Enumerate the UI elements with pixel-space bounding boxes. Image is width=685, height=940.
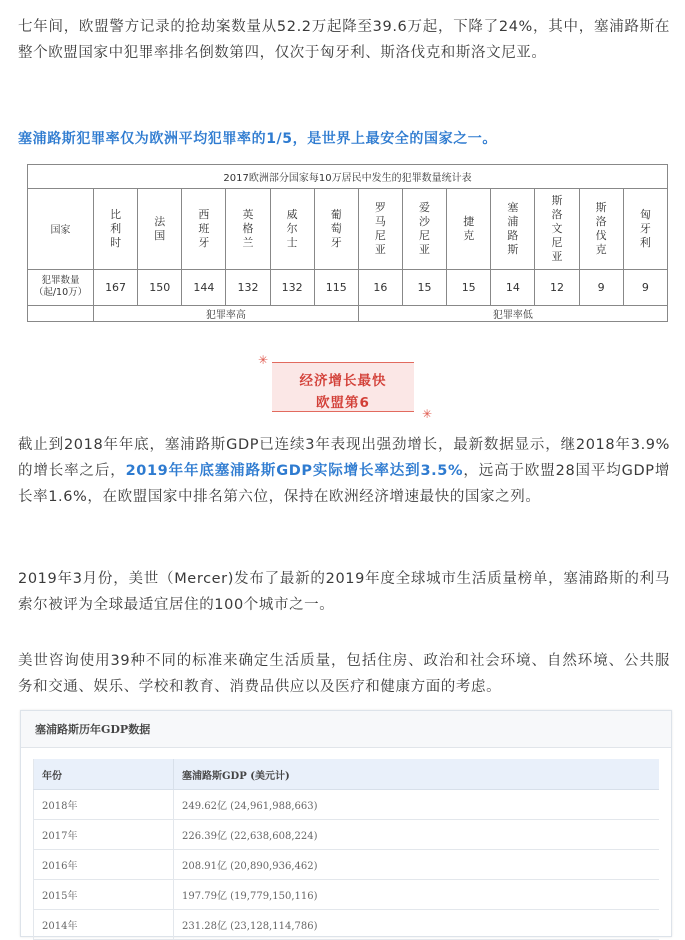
count-cell: 132	[270, 269, 314, 305]
country-cell: 西班牙	[182, 189, 226, 270]
gdp-cell: 231.28亿 (23,128,114,786)	[174, 910, 660, 940]
banner-line-1: 经济增长最快	[299, 373, 387, 389]
country-cell: 匈牙利	[623, 189, 667, 270]
gdp-cell: 208.91亿 (20,890,936,462)	[174, 850, 660, 880]
country-cell: 捷克	[447, 189, 491, 270]
count-header: 犯罪数量（起/10万）	[28, 269, 94, 305]
country-cell: 斯洛文尼亚	[535, 189, 579, 270]
growth-paragraph: 截止到2018年年底，塞浦路斯GDP已连续3年表现出强劲增长，最新数据显示，继2018年3.9%的增长率之后，2019年年底塞浦路斯GDP实际增长率达到3.5%，远高于欧盟28国平均GDP增长率1.6%，在欧盟国家中排名第六位，保持在欧洲经济增速最快的国家之列。	[18, 437, 670, 505]
intro-paragraph: 七年间，欧盟警方记录的抢劫案数量从52.2万起降至39.6万起，下降了24%，其中，塞浦路斯在整个欧盟国家中犯罪率排名倒数第四，仅次于匈牙利、斯洛伐克和斯洛文尼亚。	[18, 19, 670, 61]
count-cell: 115	[314, 269, 358, 305]
gdp-table-title: 塞浦路斯历年GDP数据	[35, 723, 151, 736]
section-banner	[258, 352, 433, 421]
mercer-paragraph: 2019年3月份，美世（Mercer)发布了最新的2019年度全球城市生活质量榜单，塞浦路斯的利马索尔被评为全球最适宜居住的100个城市之一。	[18, 571, 670, 613]
count-cell: 144	[182, 269, 226, 305]
banner-box	[272, 362, 414, 412]
criteria-paragraph: 美世咨询使用39种不同的标准来确定生活质量，包括住房、政治和社会环境、自然环境、公共服务和交通、娱乐、学校和教育、消费品供应以及医疗和健康方面的考虑。	[18, 653, 670, 695]
gdp-table-card	[20, 710, 672, 937]
year-cell: 2016年	[34, 850, 174, 880]
count-cell: 167	[94, 269, 138, 305]
count-cell: 16	[358, 269, 402, 305]
count-cell: 9	[623, 269, 667, 305]
count-cell: 15	[447, 269, 491, 305]
table-row	[34, 910, 660, 940]
count-cell: 14	[491, 269, 535, 305]
table-row	[34, 790, 660, 820]
count-cell: 9	[579, 269, 623, 305]
crime-table-country-row	[28, 189, 668, 270]
gdp-cell: 197.79亿 (19,779,150,116)	[174, 880, 660, 910]
country-cell: 罗马尼亚	[358, 189, 402, 270]
year-cell: 2018年	[34, 790, 174, 820]
country-cell: 比利时	[94, 189, 138, 270]
count-cell: 15	[402, 269, 446, 305]
table-row	[34, 820, 660, 850]
crime-table-count-row	[28, 269, 668, 305]
table-row	[34, 880, 660, 910]
country-cell: 英格兰	[226, 189, 270, 270]
safety-highlight: 塞浦路斯犯罪率仅为欧洲平均犯罪率的1/5，是世界上最安全的国家之一。	[18, 131, 497, 147]
gdp-table-header	[21, 711, 671, 748]
crime-statistics-table	[27, 164, 668, 322]
year-cell: 2014年	[34, 910, 174, 940]
table-row	[34, 850, 660, 880]
year-cell: 2015年	[34, 880, 174, 910]
count-cell: 150	[138, 269, 182, 305]
year-cell: 2017年	[34, 820, 174, 850]
country-cell: 法国	[138, 189, 182, 270]
group-low-label: 犯罪率低	[358, 305, 667, 321]
country-cell: 威尔士	[270, 189, 314, 270]
gdp-cell: 249.62亿 (24,961,988,663)	[174, 790, 660, 820]
group-high-label: 犯罪率高	[94, 305, 359, 321]
col-gdp-header: 塞浦路斯GDP (美元计)	[174, 759, 660, 790]
count-cell: 12	[535, 269, 579, 305]
sparkle-icon: ✳	[422, 407, 433, 421]
country-header: 国家	[28, 189, 94, 270]
gdp-table	[33, 759, 659, 940]
count-cell: 132	[226, 269, 270, 305]
growth-highlight: 2019年年底塞浦路斯GDP实际增长率达到3.5%	[125, 463, 464, 479]
col-year-header: 年份	[34, 759, 174, 790]
crime-table-title: 2017欧洲部分国家每10万居民中发生的犯罪数量统计表	[28, 165, 668, 189]
gdp-cell: 226.39亿 (22,638,608,224)	[174, 820, 660, 850]
banner-line-2: 欧盟第6	[316, 395, 370, 411]
country-cell: 爱沙尼亚	[402, 189, 446, 270]
country-cell: 斯洛伐克	[579, 189, 623, 270]
country-cell: 塞浦路斯	[491, 189, 535, 270]
country-cell: 葡萄牙	[314, 189, 358, 270]
sparkle-icon: ✳	[258, 353, 269, 367]
